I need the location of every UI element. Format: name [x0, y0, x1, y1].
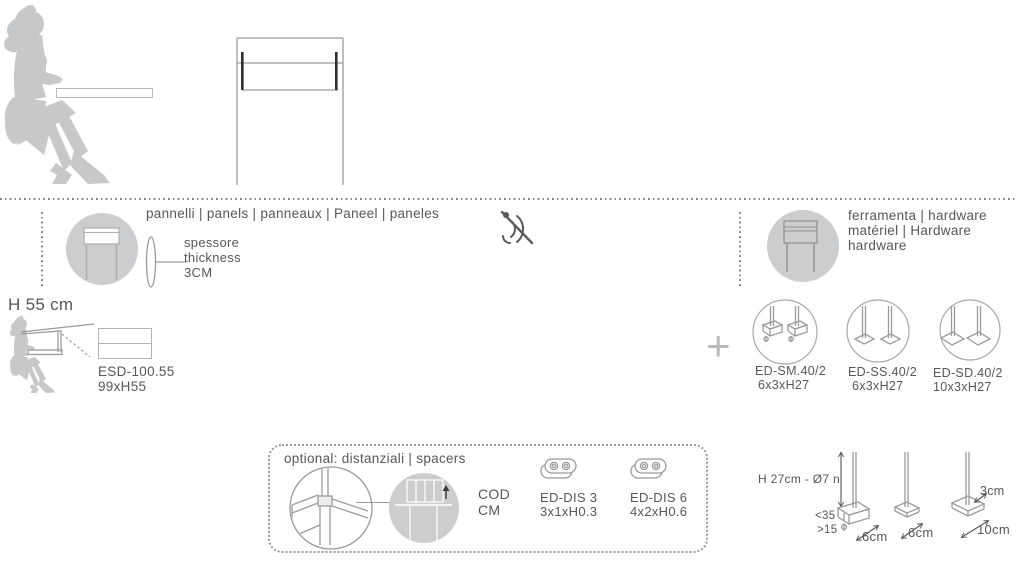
hardware-item-dimensions: 10x3xH27 [933, 380, 992, 394]
clamp-max-thickness: <35 [815, 510, 836, 522]
hardware-badge-icon [765, 208, 841, 284]
spacer-detail-zoom-icon [288, 465, 374, 551]
spacer-item-dimensions: 3x1xH0.3 [540, 504, 598, 519]
spacer-placement-icon [388, 472, 460, 544]
hardware-item-code: ED-SM.40/2 [755, 364, 827, 378]
large-base-hardware-icon [938, 298, 1002, 362]
stand-height-note: H 27cm - Ø7 n [758, 472, 840, 486]
sound-off-icon [496, 206, 542, 250]
small-base-depth: 6cm [908, 525, 934, 540]
seated-woman-silhouette [0, 5, 160, 195]
hardware-item-dimensions: 6x3xH27 [852, 379, 904, 393]
small-base-hardware-icon [845, 298, 911, 364]
panel-size-drawing [98, 328, 152, 359]
thickness-label-en: thickness [184, 250, 241, 265]
panels-section-title: pannelli | panels | panneaux | Paneel | paneles [146, 206, 440, 221]
product-code: ESD-100.55 [98, 364, 175, 379]
desk-top-drawing [56, 88, 153, 98]
spacer-part-icon [539, 455, 579, 483]
large-base-width: 3cm [980, 484, 1005, 498]
thickness-value: 3CM [184, 265, 213, 280]
spacer-item-code: ED-DIS 6 [630, 490, 688, 505]
hardware-title-line3: hardware [848, 238, 907, 253]
spacer-part-icon [629, 455, 669, 483]
panel-badge-icon [64, 211, 140, 287]
product-dimensions: 99xH55 [98, 379, 147, 394]
hardware-title-line2: matériel | Hardware [848, 223, 972, 238]
panel-post-bar [241, 52, 244, 90]
thickness-label-it: spessore [184, 235, 240, 250]
desk-panel-front-drawing [225, 28, 360, 190]
clamp-base-depth: 6cm [862, 529, 888, 544]
plus-sign: + [706, 322, 731, 369]
panels-section-divider [41, 212, 43, 288]
cm-label: CM [478, 502, 501, 518]
panel-post-bar [335, 52, 338, 90]
clamp-min-thickness: >15 [817, 524, 838, 536]
spacer-item-code: ED-DIS 3 [540, 490, 598, 505]
seated-figure-sightline-sketch [8, 316, 103, 406]
hardware-item-dimensions: 6x3xH27 [758, 378, 810, 392]
leader-line [356, 502, 390, 503]
section-divider [0, 198, 1017, 200]
spacer-item-dimensions: 4x2xH0.6 [630, 504, 688, 519]
hardware-title-line1: ferramenta | hardware [848, 208, 987, 223]
clamp-hardware-icon [751, 298, 819, 366]
hardware-item-code: ED-SD.40/2 [933, 366, 1003, 380]
hardware-section-divider [739, 212, 741, 288]
product-height-heading: H 55 cm [8, 295, 74, 314]
large-base-depth: 10cm [977, 522, 1010, 537]
spacers-box-title: optional: distanziali | spacers [284, 451, 466, 466]
cod-label: COD [478, 486, 511, 502]
hardware-item-code: ED-SS.40/2 [848, 365, 918, 379]
